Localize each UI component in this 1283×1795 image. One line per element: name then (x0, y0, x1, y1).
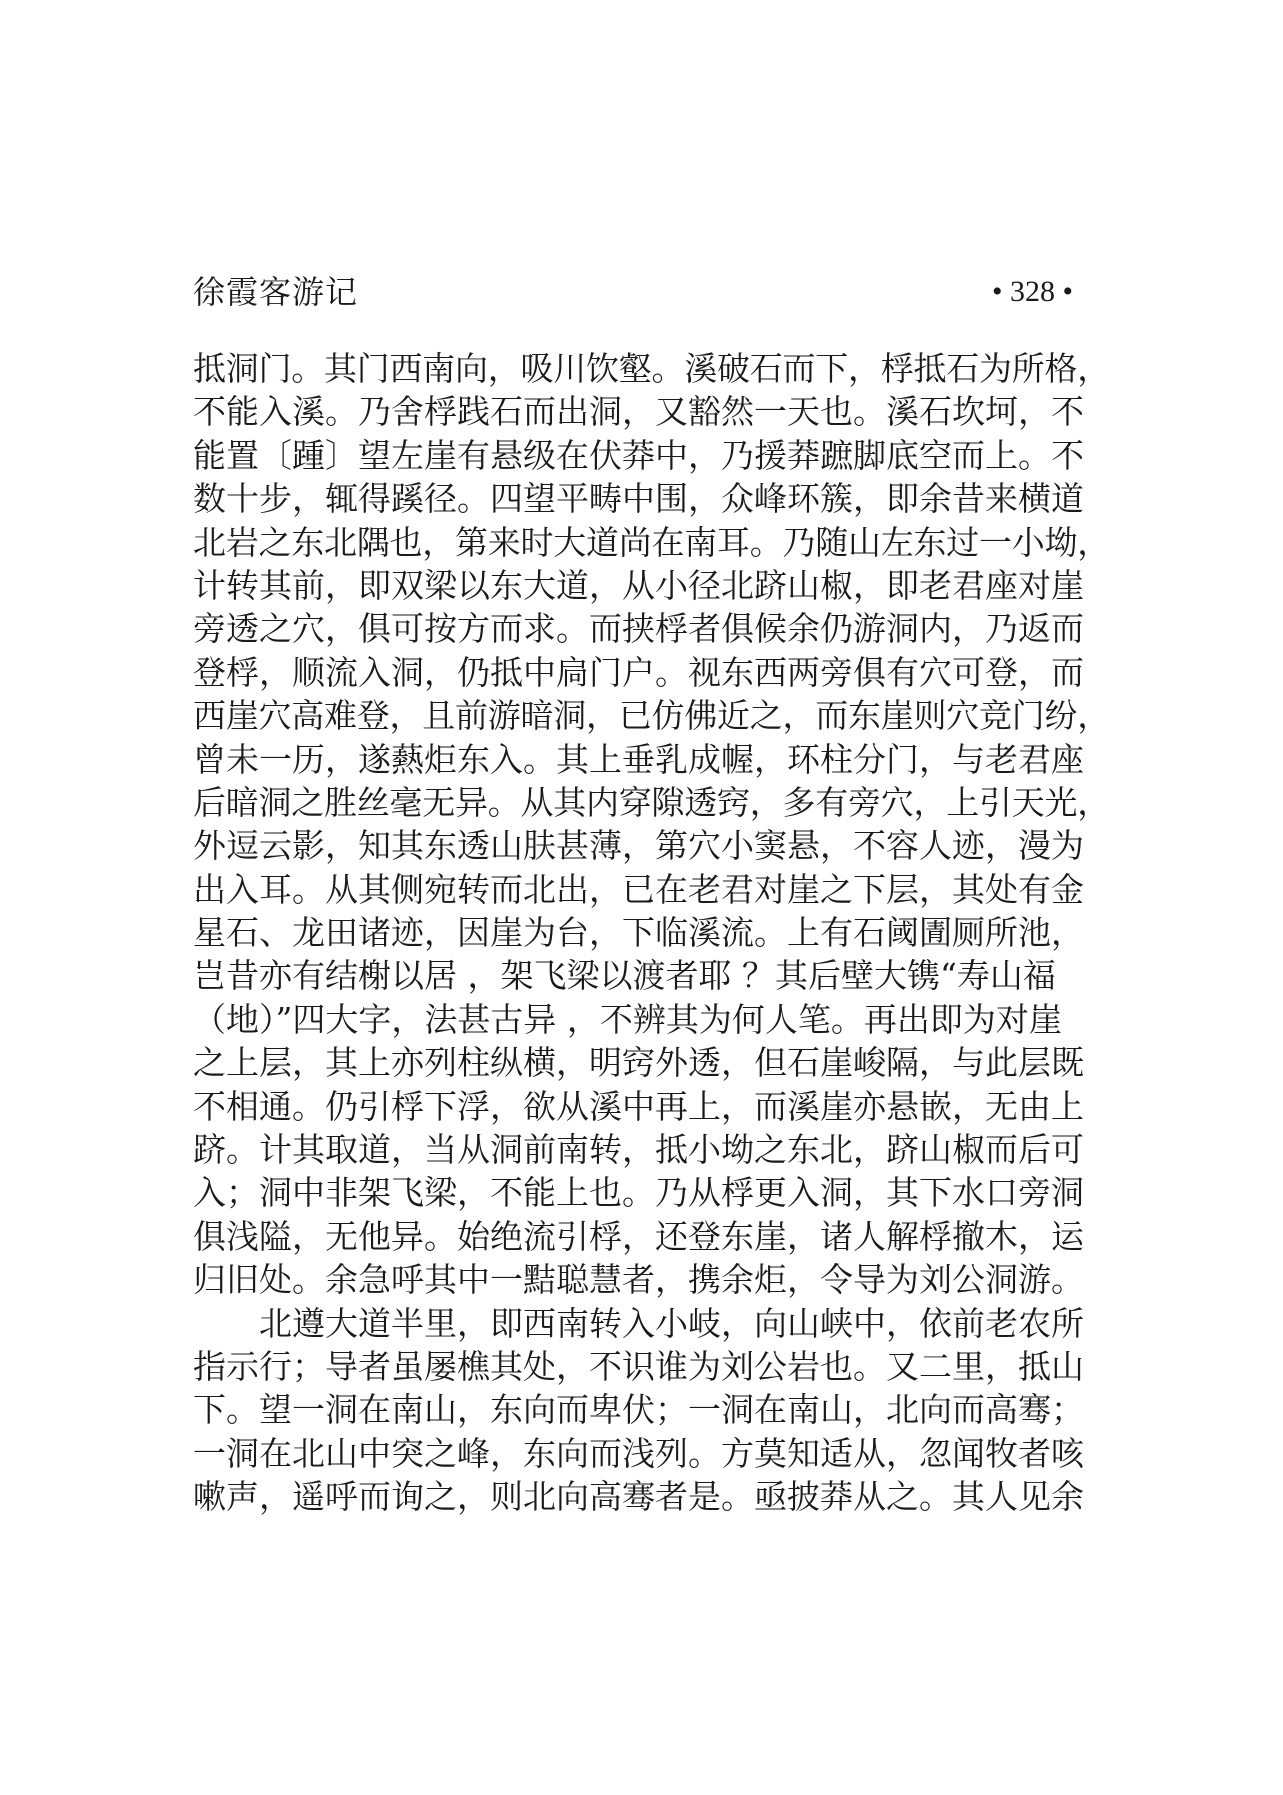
text-line: 之上层，其上亦列柱纵横，明窍外透，但石崖峻隔，与此层既 (193, 1043, 1084, 1083)
text-line: 不相通。仍引桴下浮，欲从溪中再上，而溪崖亦悬嵌，无由上 (193, 1086, 1084, 1126)
text-line: 入；洞中非架飞梁，不能上也。乃从桴更入洞，其下水口旁洞 (193, 1173, 1084, 1213)
text-line: 跻。计其取道，当从洞前南转，抵小坳之东北，跻山椒而后可 (193, 1130, 1084, 1170)
text-line: 外逗云影，知其东透山肤甚薄，第穴小窦悬，不容人迹，漫为 (193, 826, 1084, 866)
text-line: 俱浅隘，无他异。始绝流引桴，还登东崖，诸人解桴撤木，运 (193, 1216, 1084, 1256)
text-line: 嗽声，遥呼而询之，则北向高骞者是。亟披莽从之。其人见余 (193, 1477, 1084, 1517)
page-number: • 328 • (991, 275, 1073, 308)
text-line: 出入耳。从其侧宛转而北出，已在老君对崖之下层，其处有金 (193, 869, 1084, 909)
text-line: 旁透之穴，俱可按方而求。而挟桴者俱候余仍游洞内，乃返而 (193, 609, 1084, 649)
text-line: 下。望一洞在南山，东向而卑伏；一洞在南山，北向而高骞； (193, 1390, 1084, 1430)
paragraph-start-line: 北遵大道半里，即西南转入小岐，向山峡中，依前老农所 (259, 1303, 1084, 1343)
text-line: 西崖穴高难登，且前游暗洞，已仿佛近之，而东崖则穴竞门纷， (193, 696, 1110, 736)
text-line: 抵洞门。其门西南向，吸川饮壑。溪破石而下，桴抵石为所格， (193, 349, 1110, 388)
body-text (193, 347, 1113, 1519)
text-line: 后暗洞之胜丝毫无异。从其内穿隙透窍，多有旁穴，上引天光， (193, 782, 1110, 822)
text-line: 计转其前，即双梁以东大道，从小径北跻山椒，即老君座对崖 (193, 565, 1084, 605)
text-line: 登桴，顺流入洞，仍抵中扃门户。视东西两旁俱有穴可登，而 (193, 652, 1084, 692)
text-line: 曾未一历，遂爇炬东入。其上垂乳成幄，环柱分门，与老君座 (193, 739, 1084, 779)
text-line: 北岩之东北隅也，第来时大道尚在南耳。乃随山左东过一小坳， (193, 522, 1110, 562)
text-line: 指示行；导者虽屡樵其处，不识谁为刘公岩也。又二里，抵山 (193, 1346, 1084, 1386)
book-title: 徐霞客游记 (193, 273, 359, 311)
text-line: 数十步，辄得蹊径。四望平畴中围，众峰环簇，即余昔来横道 (193, 479, 1084, 519)
text-line: 归旧处。余急呼其中一黠聪慧者，携余炬，令导为刘公洞游。 (193, 1260, 1084, 1300)
page-header (193, 268, 1073, 316)
text-line: 岂昔亦有结榭以居 ，架飞梁以渡者耶 ？其后壁大镌“寿山福 (193, 956, 1056, 996)
text-line: （地）”四大字，法甚古异 ，不辨其为何人笔。再出即为对崖 (193, 999, 1062, 1039)
text-line: 一洞在北山中突之峰，东向而浅列。方莫知适从，忽闻牧者咳 (193, 1433, 1084, 1473)
text-line: 能置〔踵〕望左崖有悬级在伏莽中，乃援莽蹠脚底空而上。不 (193, 435, 1084, 475)
text-line: 不能入溪。乃舍桴践石而出洞，又豁然一天也。溪石坎坷，不 (193, 392, 1084, 432)
text-line: 星石、龙田诸迹，因崖为台，下临溪流。上有石阈圊厕所池， (193, 913, 1084, 953)
